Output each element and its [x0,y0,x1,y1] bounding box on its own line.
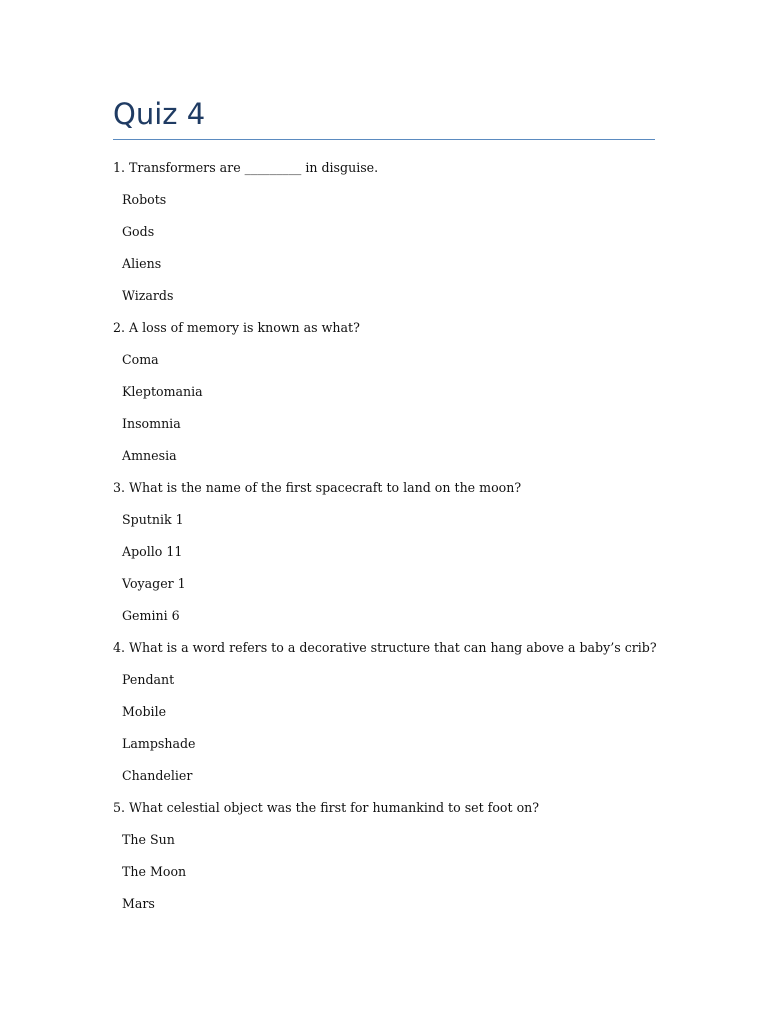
question-text: 4. What is a word refers to a decorative structure that can hang above a baby’s crib? [113,640,657,655]
question-list [113,156,673,924]
answer-option: Voyager 1 [122,576,186,591]
answer-option: Robots [122,192,167,207]
question-4 [113,636,673,796]
answer-list [113,188,673,316]
answer-option: The Sun [122,832,175,847]
answer-option: Wizards [122,288,174,303]
answer-option: Kleptomania [122,384,203,399]
answer-option: Chandelier [122,768,193,783]
question-text: 5. What celestial object was the first for humankind to set foot on? [113,800,540,815]
answer-option: Insomnia [122,416,181,431]
answer-list [113,668,673,796]
page-title: Quiz 4 [113,97,206,131]
answer-option: Coma [122,352,159,367]
answer-list [113,828,673,924]
answer-option: Sputnik 1 [122,512,184,527]
question-1 [113,156,673,316]
question-2 [113,316,673,476]
answer-option: The Moon [122,864,187,879]
question-text: 1. Transformers are _________ in disguise. [113,160,379,175]
answer-option: Gemini 6 [122,608,180,623]
title-divider [113,139,655,140]
answer-option: Aliens [122,256,162,271]
answer-option: Pendant [122,672,175,687]
answer-option: Mobile [122,704,167,719]
answer-list [113,508,673,636]
question-text: 2. A loss of memory is known as what? [113,320,360,335]
answer-option: Lampshade [122,736,196,751]
answer-option: Mars [122,896,155,911]
answer-list [113,348,673,476]
question-text: 3. What is the name of the first spacecraft to land on the moon? [113,480,522,495]
answer-option: Amnesia [122,448,177,463]
question-5 [113,796,673,924]
question-3 [113,476,673,636]
answer-option: Apollo 11 [122,544,183,559]
answer-option: Gods [122,224,155,239]
